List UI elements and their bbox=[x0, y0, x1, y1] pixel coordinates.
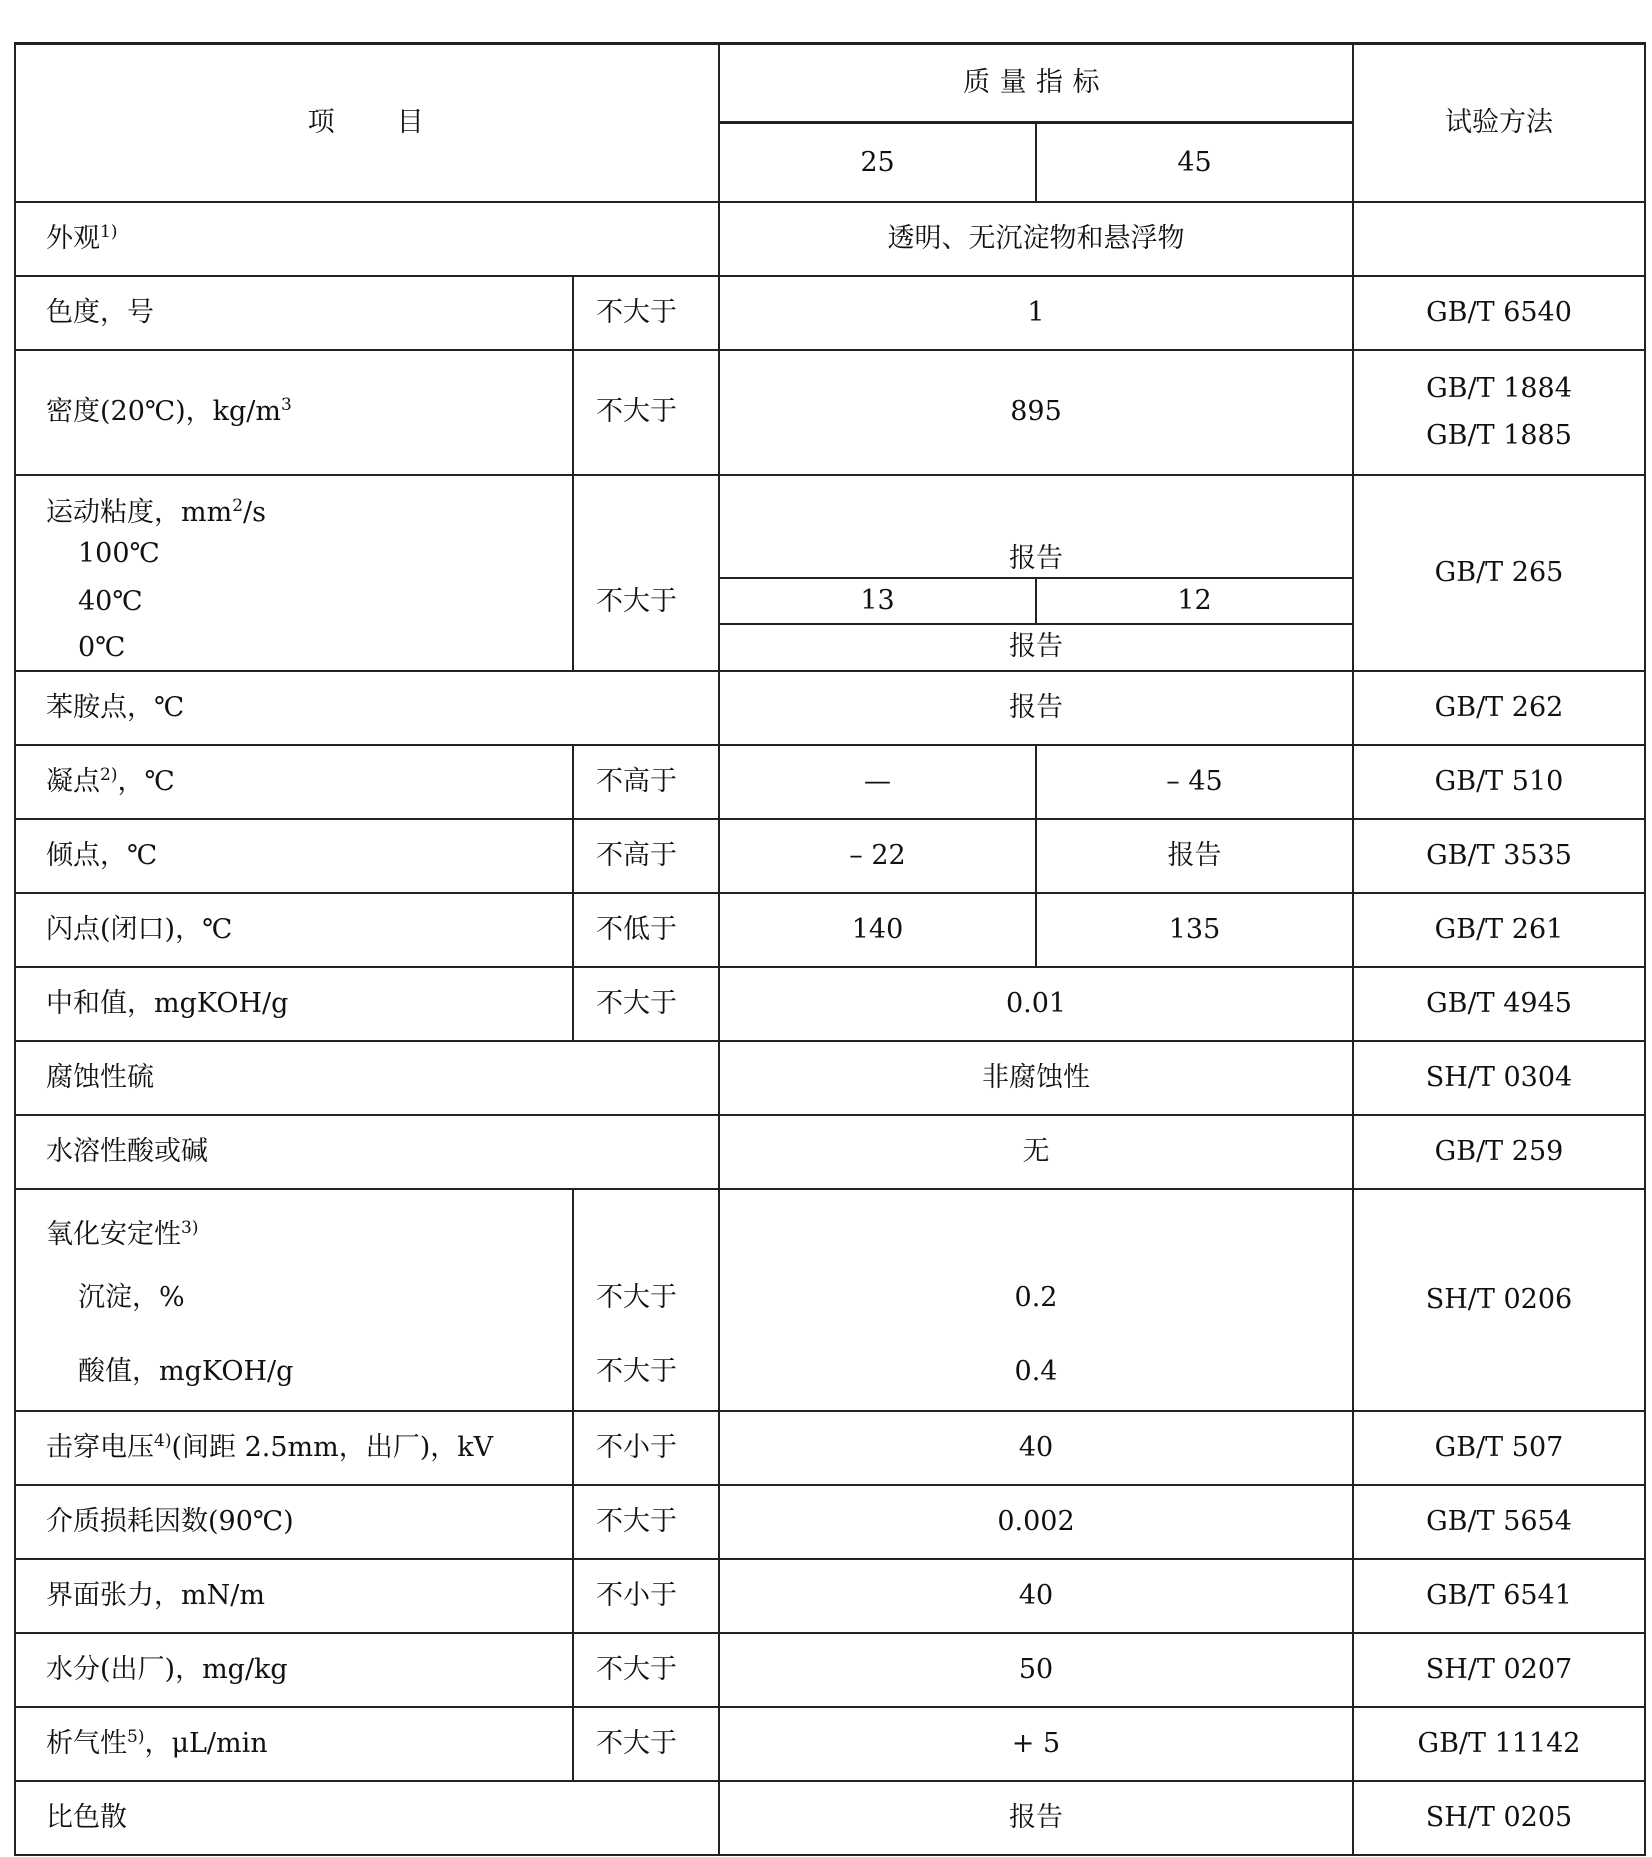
tension-method: GB/T 6541 bbox=[1353, 1559, 1645, 1633]
breakdown-value: 40 bbox=[719, 1411, 1353, 1485]
freezing-limit: 不高于 bbox=[573, 745, 719, 819]
sulfur-method: SH/T 0304 bbox=[1353, 1041, 1645, 1115]
header-quality: 质量指标 bbox=[719, 44, 1353, 123]
pour-25: – 22 bbox=[719, 819, 1036, 893]
row-color bbox=[15, 276, 1645, 350]
aniline-name: 苯胺点，℃ bbox=[15, 671, 719, 745]
row-density bbox=[15, 350, 1645, 475]
breakdown-limit: 不小于 bbox=[573, 1411, 719, 1485]
row-gassing bbox=[15, 1707, 1645, 1781]
water-acid-value: 无 bbox=[719, 1115, 1353, 1189]
spec-table bbox=[14, 42, 1646, 1856]
tension-name: 界面张力，mN/m bbox=[15, 1559, 573, 1633]
viscosity-40-45-value: 12 bbox=[1036, 578, 1352, 624]
gassing-value: + 5 bbox=[719, 1707, 1353, 1781]
moisture-name: 水分(出厂)，mg/kg bbox=[15, 1633, 573, 1707]
flash-25: 140 bbox=[719, 893, 1036, 967]
viscosity-values bbox=[719, 475, 1353, 671]
breakdown-name: 击穿电压$^{4)}$(间距 2.5mm，出厂)，kV bbox=[15, 1411, 573, 1485]
freezing-25: — bbox=[719, 745, 1036, 819]
row-tension bbox=[15, 1559, 1645, 1633]
sulfur-value: 非腐蚀性 bbox=[719, 1041, 1353, 1115]
oxidation-limit: 不大于 不大于 bbox=[573, 1189, 719, 1411]
pour-name: 倾点，℃ bbox=[15, 819, 573, 893]
viscosity-0-value: 报告 bbox=[1009, 631, 1063, 663]
aniline-value: 报告 bbox=[719, 671, 1353, 745]
gassing-method: GB/T 11142 bbox=[1353, 1707, 1645, 1781]
oxidation-values: 0.2 0.4 bbox=[719, 1189, 1353, 1411]
water-acid-method: GB/T 259 bbox=[1353, 1115, 1645, 1189]
flash-name: 闪点(闭口)，℃ bbox=[15, 893, 573, 967]
row-oxidation bbox=[15, 1189, 1645, 1411]
oxidation-name: 氧化安定性$^{3)}$ 沉淀，% 酸值，mgKOH/g bbox=[15, 1189, 573, 1411]
water-acid-name: 水溶性酸或碱 bbox=[15, 1115, 719, 1189]
density-value: 895 bbox=[719, 350, 1353, 475]
oxidation-method: SH/T 0206 bbox=[1353, 1189, 1645, 1411]
dielectric-name: 介质损耗因数(90℃) bbox=[15, 1485, 573, 1559]
dispersion-method: SH/T 0205 bbox=[1353, 1781, 1645, 1855]
pour-method: GB/T 3535 bbox=[1353, 819, 1645, 893]
row-neutral bbox=[15, 967, 1645, 1041]
row-freezing bbox=[15, 745, 1645, 819]
row-water-acid bbox=[15, 1115, 1645, 1189]
row-breakdown bbox=[15, 1411, 1645, 1485]
appearance-method bbox=[1353, 202, 1645, 276]
neutral-name: 中和值，mgKOH/g bbox=[15, 967, 573, 1041]
viscosity-40-25-value: 13 bbox=[720, 578, 1036, 624]
viscosity-method: GB/T 265 bbox=[1353, 475, 1645, 671]
row-flash bbox=[15, 893, 1645, 967]
header-grade-45: 45 bbox=[1036, 123, 1353, 202]
moisture-method: SH/T 0207 bbox=[1353, 1633, 1645, 1707]
gassing-limit: 不大于 bbox=[573, 1707, 719, 1781]
flash-limit: 不低于 bbox=[573, 893, 719, 967]
freezing-name: 凝点$^{2)}$，℃ bbox=[15, 745, 573, 819]
sulfur-name: 腐蚀性硫 bbox=[15, 1041, 719, 1115]
viscosity-subtable bbox=[720, 482, 1352, 670]
header-grade-25: 25 bbox=[719, 123, 1036, 202]
dispersion-value: 报告 bbox=[719, 1781, 1353, 1855]
viscosity-100-value: 报告 bbox=[1009, 543, 1063, 575]
header-item: 项 目 bbox=[15, 44, 719, 202]
viscosity-row-40 bbox=[720, 578, 1352, 624]
freezing-method: GB/T 510 bbox=[1353, 745, 1645, 819]
flash-method: GB/T 261 bbox=[1353, 893, 1645, 967]
row-sulfur bbox=[15, 1041, 1645, 1115]
row-moisture bbox=[15, 1633, 1645, 1707]
viscosity-name: 运动粘度，$mm^2/s$ 100℃ 40℃ 0℃ bbox=[15, 475, 573, 671]
color-limit: 不大于 bbox=[573, 276, 719, 350]
row-viscosity bbox=[15, 475, 1645, 671]
neutral-method: GB/T 4945 bbox=[1353, 967, 1645, 1041]
tension-limit: 不小于 bbox=[573, 1559, 719, 1633]
dielectric-value: 0.002 bbox=[719, 1485, 1353, 1559]
row-appearance bbox=[15, 202, 1645, 276]
color-value: 1 bbox=[719, 276, 1353, 350]
moisture-limit: 不大于 bbox=[573, 1633, 719, 1707]
dielectric-limit: 不大于 bbox=[573, 1485, 719, 1559]
header-row-1 bbox=[15, 44, 1645, 123]
color-method: GB/T 6540 bbox=[1353, 276, 1645, 350]
density-method: GB/T 1884 GB/T 1885 bbox=[1353, 350, 1645, 475]
moisture-value: 50 bbox=[719, 1633, 1353, 1707]
aniline-method: GB/T 262 bbox=[1353, 671, 1645, 745]
pour-45: 报告 bbox=[1036, 819, 1353, 893]
neutral-value: 0.01 bbox=[719, 967, 1353, 1041]
density-limit: 不大于 bbox=[573, 350, 719, 475]
row-dispersion bbox=[15, 1781, 1645, 1855]
pour-limit: 不高于 bbox=[573, 819, 719, 893]
appearance-name: 外观$^{1)}$ bbox=[15, 202, 719, 276]
header-method: 试验方法 bbox=[1353, 44, 1645, 202]
appearance-value: 透明、无沉淀物和悬浮物 bbox=[719, 202, 1353, 276]
dispersion-name: 比色散 bbox=[15, 1781, 719, 1855]
viscosity-row-100 bbox=[720, 482, 1352, 578]
breakdown-method: GB/T 507 bbox=[1353, 1411, 1645, 1485]
color-name: 色度，号 bbox=[15, 276, 573, 350]
gassing-name: 析气性$^{5)}$，μL/min bbox=[15, 1707, 573, 1781]
dielectric-method: GB/T 5654 bbox=[1353, 1485, 1645, 1559]
row-dielectric bbox=[15, 1485, 1645, 1559]
row-pour bbox=[15, 819, 1645, 893]
neutral-limit: 不大于 bbox=[573, 967, 719, 1041]
row-aniline bbox=[15, 671, 1645, 745]
freezing-45: – 45 bbox=[1036, 745, 1353, 819]
density-name: 密度(20℃)，$kg/m^3$ bbox=[15, 350, 573, 475]
viscosity-limit: 不大于 bbox=[573, 475, 719, 671]
tension-value: 40 bbox=[719, 1559, 1353, 1633]
flash-45: 135 bbox=[1036, 893, 1353, 967]
viscosity-row-0 bbox=[720, 624, 1352, 670]
